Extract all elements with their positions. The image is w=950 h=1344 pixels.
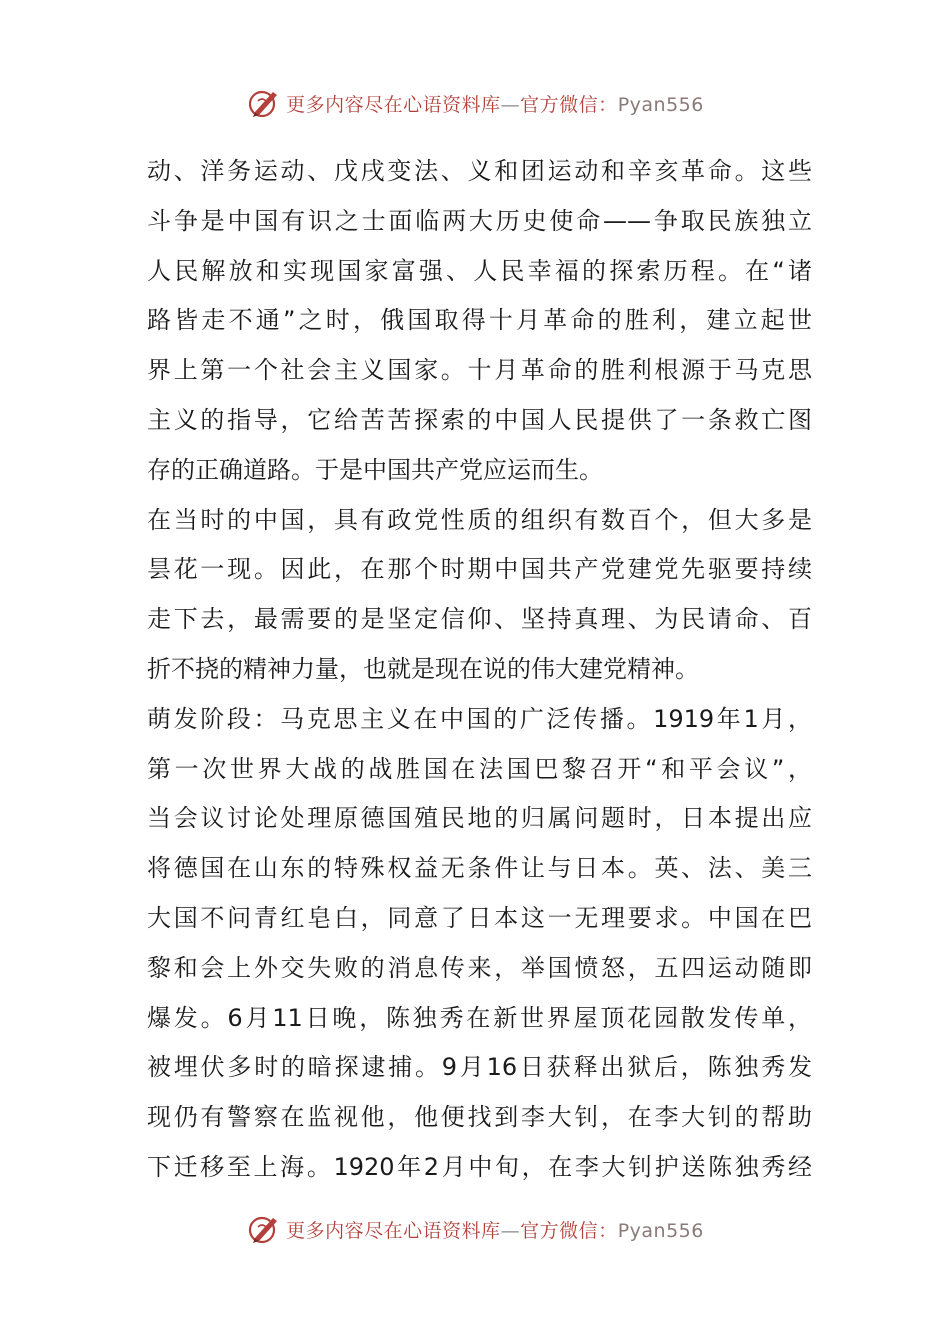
text-line: 昙花一现。因此，在那个时期中国共产党建党先驱要持续 (147, 555, 812, 584)
paragraph-1 (147, 147, 812, 496)
text-line: 被埋伏多时的暗探逮捕。9月16日获释出狱后，陈独秀发 (147, 1053, 812, 1082)
banner-text (286, 90, 704, 117)
text-line: 走下去，最需要的是坚定信仰、坚持真理、为民请命、百 (147, 605, 812, 634)
text-line: 将德国在山东的特殊权益无条件让与日本。英、法、美三 (147, 854, 812, 883)
banner-dash: — (500, 93, 521, 116)
banner-dash: — (500, 1219, 521, 1242)
pen-logo-icon (246, 85, 282, 121)
text-line: 折不挠的精神力量，也就是现在说的伟大建党精神。 (147, 654, 699, 683)
text-line: 动、洋务运动、戊戌变法、义和团运动和辛亥革命。这些 (147, 157, 812, 185)
text-line: 存的正确道路。于是中国共产党应运而生。 (147, 455, 603, 484)
text-line: 主义的指导，它给苦苦探索的中国人民提供了一条救亡图 (147, 405, 812, 434)
paragraph-2 (147, 496, 812, 695)
text-line: 大国不问青红皂白，同意了日本这一无理要求。中国在巴 (147, 903, 812, 932)
text-line: 在当时的中国，具有政党性质的组织有数百个，但大多是 (147, 505, 812, 534)
document-body (147, 147, 812, 1193)
banner-text (286, 1216, 704, 1243)
banner-wechat-label: 官方微信： (520, 93, 618, 116)
banner-site-text: 更多内容尽在心语资料库 (286, 93, 501, 116)
paragraph-3 (147, 695, 812, 1193)
header-banner (0, 83, 950, 123)
banner-site-text: 更多内容尽在心语资料库 (286, 1219, 501, 1242)
text-line: 萌发阶段：马克思主义在中国的广泛传播。1919年1月， (147, 704, 812, 733)
text-line: 路皆走不通”之时，俄国取得十月革命的胜利，建立起世 (147, 306, 812, 335)
banner-wechat-id: Pyan556 (617, 1219, 704, 1242)
text-line: 下迁移至上海。1920年2月中旬，在李大钊护送陈独秀经 (147, 1152, 812, 1181)
footer-banner (0, 1209, 950, 1249)
banner-wechat-id: Pyan556 (617, 93, 704, 116)
text-line: 第一次世界大战的战胜国在法国巴黎召开“和平会议”， (147, 754, 812, 783)
text-line: 黎和会上外交失败的消息传来，举国愤怒，五四运动随即 (147, 953, 812, 982)
text-line: 现仍有警察在监视他，他便找到李大钊，在李大钊的帮助 (147, 1103, 812, 1132)
banner-wechat-label: 官方微信： (520, 1219, 618, 1242)
text-line: 界上第一个社会主义国家。十月革命的胜利根源于马克思 (147, 356, 812, 385)
text-line: 爆发。6月11日晚，陈独秀在新世界屋顶花园散发传单， (147, 1003, 812, 1032)
text-line: 当会议讨论处理原德国殖民地的归属问题时，日本提出应 (147, 804, 812, 833)
text-line: 人民解放和实现国家富强、人民幸福的探索历程。在“诸 (147, 256, 812, 285)
pen-logo-icon (246, 1211, 282, 1247)
text-line: 斗争是中国有识之士面临两大历史使命——争取民族独立 (147, 206, 812, 235)
